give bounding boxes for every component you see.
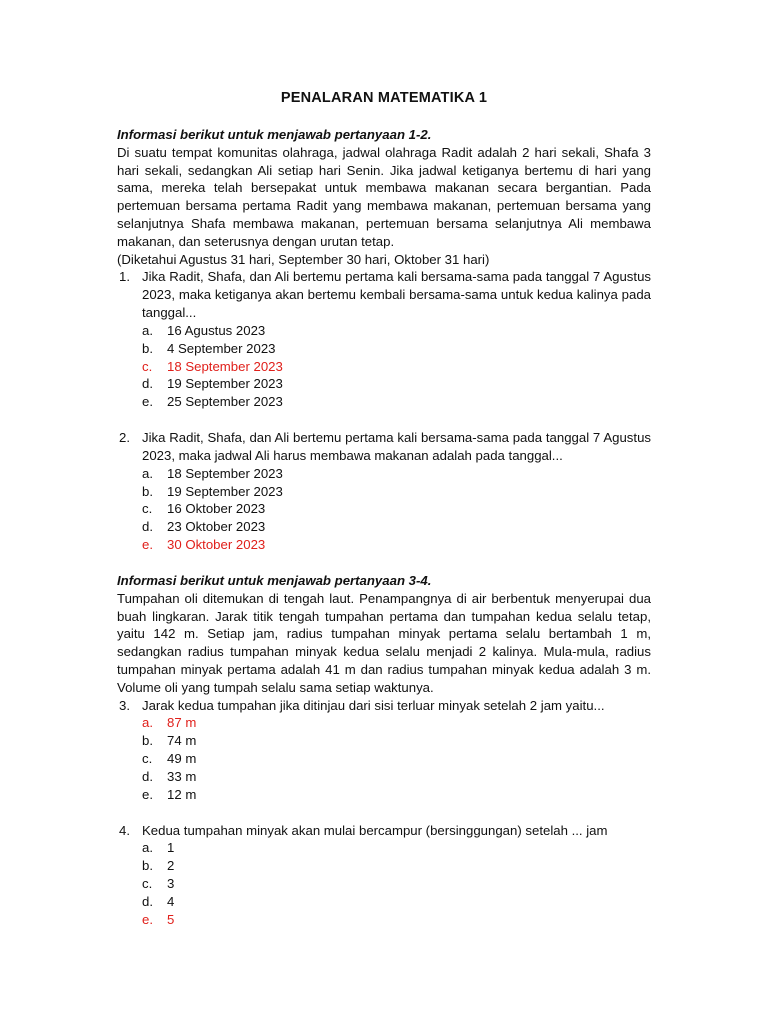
- answer-option: [142, 875, 651, 893]
- section-heading: Informasi berikut untuk menjawab pertanyaan 3-4.: [117, 573, 432, 588]
- option-letter: a.: [142, 840, 153, 856]
- section-heading: Informasi berikut untuk menjawab pertanyaan 1-2.: [117, 127, 432, 142]
- option-letter: e.: [142, 394, 153, 410]
- option-text: 19 September 2023: [167, 376, 283, 392]
- info-section-2: [117, 572, 651, 929]
- option-letter: d.: [142, 894, 153, 910]
- option-letter: a.: [142, 715, 153, 731]
- option-letter: e.: [142, 911, 153, 927]
- answer-option: [142, 500, 651, 518]
- answer-option: [142, 839, 651, 857]
- option-letter: b.: [142, 340, 153, 356]
- answer-option: [142, 375, 651, 393]
- question-number: 1.: [119, 269, 130, 285]
- answer-option-correct: [142, 911, 651, 929]
- question-text: Jika Radit, Shafa, dan Ali bertemu pertama kali bersama-sama pada tanggal 7 Agustus 2023, maka jadwal Ali harus membawa makanan adalah pada tanggal...: [142, 430, 651, 463]
- answer-option-correct: [142, 536, 651, 554]
- option-text: 4: [167, 894, 175, 910]
- option-text: 18 September 2023: [167, 358, 283, 374]
- option-letter: b.: [142, 858, 153, 874]
- info-section-1: [117, 126, 651, 554]
- page-title: PENALARAN MATEMATIKA 1: [280, 90, 488, 106]
- answer-option: [142, 750, 651, 768]
- option-letter: e.: [142, 537, 153, 553]
- answer-option: [142, 465, 651, 483]
- option-text: 49 m: [167, 751, 197, 767]
- answer-option-correct: [142, 358, 651, 376]
- answer-options: [142, 714, 651, 803]
- option-letter: d.: [142, 769, 153, 785]
- option-text: 12 m: [167, 786, 197, 802]
- option-text: 4 September 2023: [167, 340, 276, 356]
- option-letter: e.: [142, 786, 153, 802]
- option-text: 1: [167, 840, 175, 856]
- answer-option: [142, 893, 651, 911]
- section-note: (Diketahui Agustus 31 hari, September 30 hari, Oktober 31 hari): [117, 251, 490, 267]
- option-letter: a.: [142, 322, 153, 338]
- option-text: 5: [167, 911, 175, 927]
- option-text: 23 Oktober 2023: [167, 519, 266, 535]
- option-letter: c.: [142, 751, 153, 767]
- answer-option: [142, 786, 651, 804]
- question-text: Jika Radit, Shafa, dan Ali bertemu pertama kali bersama-sama pada tanggal 7 Agustus 2023, maka ketiganya akan bertemu kembali bersama-sama untuk kedua kalinya pada tanggal...: [142, 269, 651, 320]
- option-text: 18 September 2023: [167, 465, 283, 481]
- question-number: 3.: [119, 697, 130, 713]
- option-text: 25 September 2023: [167, 394, 283, 410]
- answer-option: [142, 857, 651, 875]
- answer-option: [142, 340, 651, 358]
- option-text: 74 m: [167, 733, 197, 749]
- option-letter: d.: [142, 519, 153, 535]
- answer-options: [142, 322, 651, 411]
- section-paragraph: Tumpahan oli ditemukan di tengah laut. Penampangnya di air berbentuk menyerupai dua buah lingkaran. Jarak titik tengah tumpahan pertama dan tumpahan kedua selalu tetap, yaitu 142 m. Setiap jam, radius tumpahan minyak pertama selalu bertambah 1 m, sedangkan radius tumpahan minyak kedua selalu menjadi 2 kalinya. Mula-mula, radius tumpahan minyak pertama adalah 41 m dan radius tumpahan minyak kedua adalah 3 m. Volume oli yang tumpah selalu sama setiap waktunya.: [117, 590, 651, 695]
- question-3: [117, 697, 651, 804]
- answer-options: [142, 839, 651, 928]
- question-text: Kedua tumpahan minyak akan mulai bercampur (bersinggungan) setelah ... jam: [142, 822, 608, 838]
- answer-option: [142, 518, 651, 536]
- answer-option-correct: [142, 714, 651, 732]
- option-letter: a.: [142, 465, 153, 481]
- option-text: 33 m: [167, 769, 197, 785]
- option-text: 19 September 2023: [167, 483, 283, 499]
- question-1: [117, 268, 651, 411]
- section-paragraph: Di suatu tempat komunitas olahraga, jadwal olahraga Radit adalah 2 hari sekali, Shafa 3 hari sekali, sedangkan Ali setiap hari Senin. Jika jadwal ketiganya bertemu di hari yang sama, mereka telah bersepakat untuk membawa makanan secara bergantian. Pada pertemuan bersama pertama Radit yang membawa makanan, pertemuan bersama yang selanjutnya Shafa membawa makanan, pertemuan bersama selanjutnya Ali membawa makanan, dan seterusnya dengan urutan tetap.: [117, 144, 651, 249]
- question-2: [117, 429, 651, 554]
- option-text: 16 Oktober 2023: [167, 501, 266, 517]
- question-4: [117, 822, 651, 929]
- answer-option: [142, 732, 651, 750]
- question-text: Jarak kedua tumpahan jika ditinjau dari sisi terluar minyak setelah 2 jam yaitu...: [142, 697, 605, 713]
- option-text: 3: [167, 876, 175, 892]
- option-text: 30 Oktober 2023: [167, 537, 266, 553]
- question-number: 4.: [119, 822, 130, 838]
- answer-option: [142, 393, 651, 411]
- question-number: 2.: [119, 430, 130, 446]
- option-letter: c.: [142, 358, 153, 374]
- option-text: 2: [167, 858, 175, 874]
- answer-option: [142, 322, 651, 340]
- option-letter: b.: [142, 733, 153, 749]
- option-letter: b.: [142, 483, 153, 499]
- option-text: 16 Agustus 2023: [167, 322, 266, 338]
- answer-option: [142, 768, 651, 786]
- option-letter: c.: [142, 876, 153, 892]
- option-letter: c.: [142, 501, 153, 517]
- option-letter: d.: [142, 376, 153, 392]
- answer-options: [142, 465, 651, 554]
- answer-option: [142, 483, 651, 501]
- option-text: 87 m: [167, 715, 197, 731]
